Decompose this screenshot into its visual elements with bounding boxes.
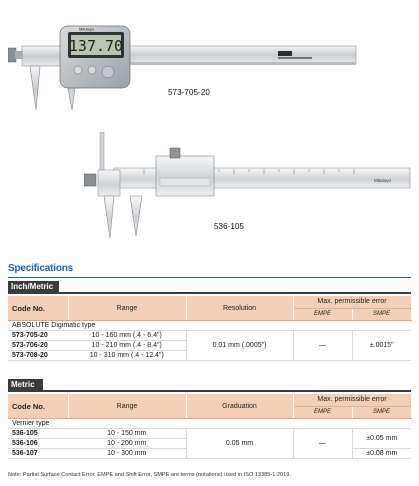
graduation-cell: 0.05 mm [186,429,293,459]
section-header-inch-metric: Inch/Metric [8,281,59,292]
header-range: Range [68,394,186,419]
product-model-label: 536-105 [214,222,245,231]
header-range: Range [68,296,186,321]
vernier-caliper-image [84,132,414,240]
header-code: Code No. [8,296,68,321]
fine-adjust-knob-icon [84,174,96,186]
thumb-roller-icon [102,66,114,78]
footnote: Note: Partial Surface Contact Error, EMPE and Shift Error, SMPE are terms (notations) used in ISO 13385-1:2019. [8,472,291,478]
origin-button-icon [88,66,96,74]
vernier-caliper-illustration [84,132,414,240]
code-cell: 573-708-20 [8,351,68,361]
header-smpe: SMPE [372,311,390,317]
range-cell: 10 - 210 mm (.4 - 8.4") [68,341,186,351]
header-empe: EMPE [294,309,353,320]
header-smpe: SMPE [372,409,390,415]
resolution-cell: 0.01 mm (.0005") [186,331,293,361]
product-model-label: 573-705-20 [168,88,210,97]
range-cell: 10 - 200 mm [68,439,186,449]
smpe-cell: ±.0015" [352,331,411,361]
range-cell: 10 - 310 mm (.4 - 12.4") [68,351,186,361]
code-cell: 536-105 [8,429,68,439]
table-row [8,429,411,439]
range-cell: 10 - 300 mm [68,449,186,459]
header-graduation: Graduation [186,394,293,419]
smpe-cell: ±0.08 mm [352,449,411,459]
header-resolution: Resolution [186,296,293,321]
section-divider [8,292,411,294]
code-cell: 536-106 [8,439,68,449]
specifications-title: Specifications [8,263,73,274]
brand-mark: Mitutoyo [374,178,392,183]
spec-table-metric [8,394,412,459]
digital-caliper-illustration [8,18,360,118]
lcd-reading: 137.70 [68,37,124,55]
smpe-cell: ±0.05 mm [352,429,411,449]
zero-button-icon [74,66,82,74]
section-divider [8,390,411,392]
header-max-error-label: Max. permissible error [294,296,411,309]
title-divider [8,277,411,278]
beam-logo-icon [278,51,292,56]
section-header-metric: Metric [8,379,43,390]
header-max-error [293,394,411,419]
lock-screw-icon [170,148,180,158]
range-cell: 10 - 160 mm (.4 - 6.4") [68,331,186,341]
group-label: Vernier type [8,419,411,429]
brand-mark: Mitutoyo [79,26,95,32]
code-cell: 573-706-20 [8,341,68,351]
spec-table-inch-metric [8,296,412,361]
empe-cell: — [293,331,352,361]
table-row [8,331,411,341]
digital-caliper-image [8,18,360,118]
header-max-error [293,296,411,321]
header-empe: EMPE [294,407,353,418]
header-code: Code No. [8,394,68,419]
header-max-error-label: Max. permissible error [294,394,411,407]
range-cell: 10 - 150 mm [68,429,186,439]
group-label: ABSOLUTE Digimatic type [8,321,411,331]
empe-cell: — [293,429,352,459]
code-cell: 573-705-20 [8,331,68,341]
code-cell: 536-107 [8,449,68,459]
